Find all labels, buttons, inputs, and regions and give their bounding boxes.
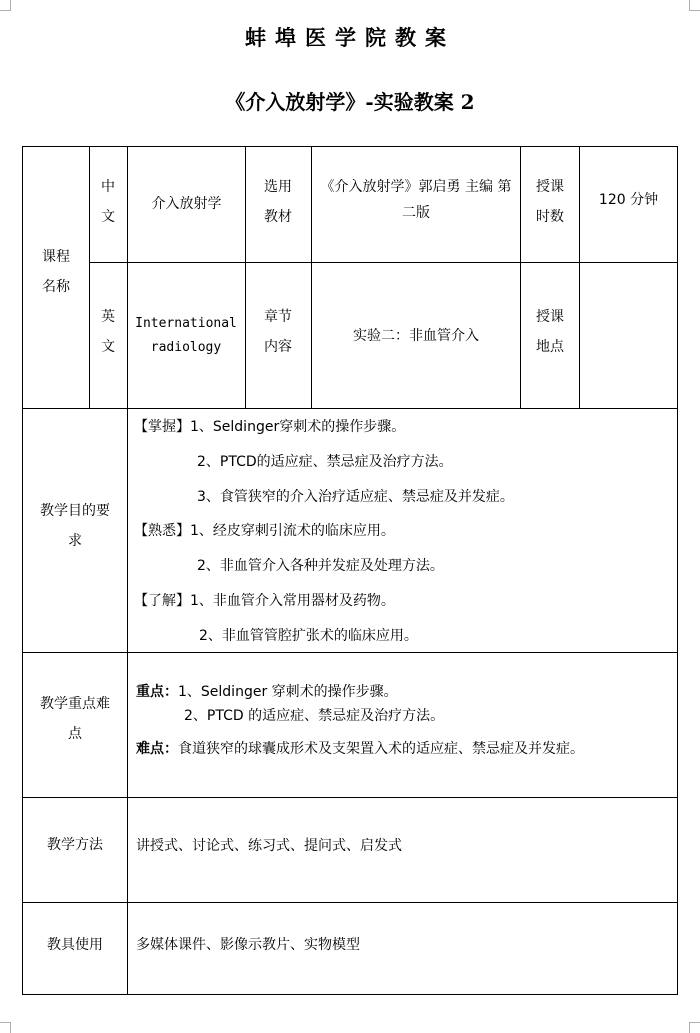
- chapter-value: 实验二：非血管介入: [353, 327, 479, 344]
- objective-line: 【熟悉】1、经皮穿刺引流术的临床应用。: [134, 523, 395, 539]
- table-divider: [22, 652, 678, 653]
- table-divider: [245, 146, 246, 408]
- english-label: 英文: [101, 309, 115, 355]
- course-name-label: 课程名称: [42, 249, 70, 295]
- chinese-course-name: 介入放射学: [151, 196, 222, 212]
- difficult-line: 难点：食道狭窄的球囊成形术及支架置入术的适应症、禁忌症及并发症。: [136, 741, 584, 757]
- chinese-label: 中文: [101, 179, 115, 225]
- objective-line: 2、PTCD的适应症、禁忌症及治疗方法。: [197, 454, 453, 470]
- objective-line: 3、食管狭窄的介入治疗适应症、禁忌症及并发症。: [197, 489, 514, 505]
- key-tag: 重点：: [136, 684, 178, 700]
- page-corner-mark: [689, 0, 700, 11]
- tools-value: 多媒体课件、影像示教片、实物模型: [136, 937, 360, 953]
- teaching-hours-label: 授课时数: [536, 179, 564, 225]
- table-divider: [22, 797, 678, 798]
- objective-line: 2、非血管介入各种并发症及处理方法。: [197, 558, 444, 574]
- difficult-tag: 难点：: [136, 741, 178, 757]
- teaching-hours-value: 120 分钟: [598, 192, 659, 208]
- teaching-place-label: 授课地点: [536, 309, 564, 355]
- objectives-label: 教学目的要求: [40, 503, 110, 549]
- page-corner-mark: [689, 1022, 700, 1033]
- course-title: 《介入放射学》-实验教案 2: [225, 90, 475, 114]
- textbook-label: 选用教材: [264, 179, 292, 225]
- methods-label: 教学方法: [47, 837, 103, 853]
- page-corner-mark: [0, 1022, 11, 1033]
- textbook-value: 《介入放射学》郭启勇 主编 第二版: [320, 179, 512, 221]
- english-course-name: International radiology: [135, 316, 237, 355]
- familiar-tag: 【熟悉】: [134, 523, 190, 539]
- methods-value: 讲授式、讨论式、练习式、提问式、启发式: [136, 838, 402, 854]
- table-divider: [22, 408, 678, 409]
- table-divider: [89, 146, 90, 408]
- table-border: [22, 146, 23, 995]
- page-corner-mark: [0, 0, 11, 11]
- keypoint-line: 重点：1、Seldinger 穿刺术的操作步骤。: [136, 684, 398, 700]
- objective-line: 【了解】1、非血管介入常用器材及药物。: [134, 593, 395, 609]
- tools-label: 教具使用: [47, 937, 103, 953]
- teaching-place-value: [580, 263, 677, 408]
- objective-line: 2、非血管管腔扩张术的临床应用。: [199, 628, 418, 644]
- keypoints-label: 教学重点难点: [40, 696, 110, 742]
- chapter-label: 章节内容: [264, 309, 292, 355]
- know-tag: 【了解】: [134, 593, 190, 609]
- table-divider: [127, 408, 128, 995]
- school-title: 蚌埠医学院教案: [245, 25, 455, 50]
- table-border: [677, 146, 678, 995]
- objective-line: 【掌握】1、Seldinger穿刺术的操作步骤。: [134, 419, 406, 435]
- keypoint-line: 2、PTCD 的适应症、禁忌症及治疗方法。: [184, 708, 445, 724]
- table-border: [22, 994, 678, 995]
- table-divider: [520, 146, 521, 408]
- master-tag: 【掌握】: [134, 419, 190, 435]
- table-divider: [22, 902, 678, 903]
